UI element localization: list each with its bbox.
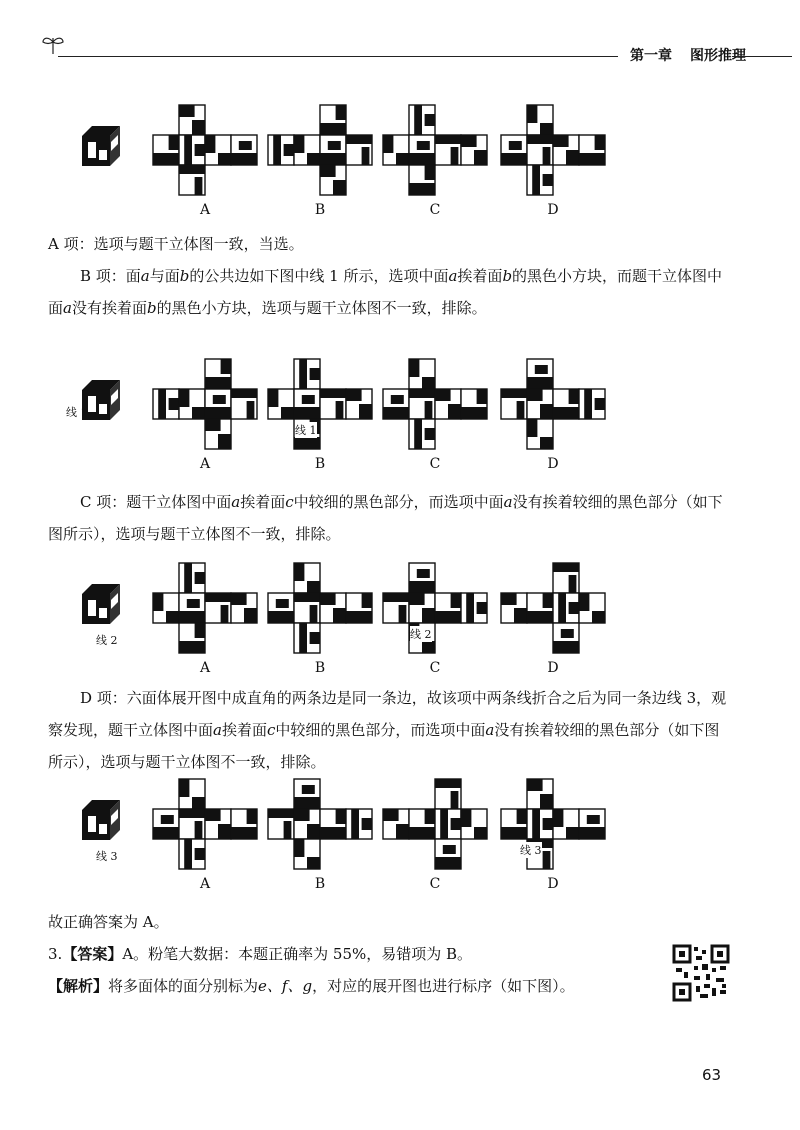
net-black-mark	[553, 135, 569, 147]
cube-white-mark	[88, 142, 96, 158]
net-black-mark	[205, 377, 231, 389]
cube-line-label: 线 3	[96, 850, 118, 863]
net-black-mark	[501, 827, 527, 839]
d-text-1: D 项：六面体展开图中成直角的两条边是同一条边，故该项中两条线折合之后为同一条边线 3，观察发现，题干立体图中面	[48, 689, 727, 739]
net-black-mark	[425, 428, 435, 440]
analysis-text-1: 将多面体的面分别标为	[108, 977, 259, 995]
net-figure	[380, 776, 490, 872]
net-black-mark	[205, 419, 221, 431]
b-text-3: 的公共边如下图中线 1 所示，选项中面	[189, 267, 449, 285]
net-black-mark	[153, 593, 163, 611]
net-black-mark	[435, 857, 461, 869]
net-black-mark	[383, 407, 409, 419]
face-a: a	[503, 493, 513, 511]
net-black-mark	[205, 593, 231, 602]
net-black-mark	[461, 809, 471, 827]
net-black-mark	[451, 147, 459, 165]
net-black-mark	[284, 144, 294, 156]
net-black-mark	[451, 818, 461, 830]
net-black-mark	[579, 593, 589, 611]
d-text-4: 没有挨着较细的黑色部分（如下图所示），选项与题干立体图不一致，排除。	[48, 721, 720, 771]
net-figure	[380, 560, 490, 656]
net-black-mark	[179, 641, 205, 653]
net-figure	[150, 560, 260, 656]
net-black-mark	[414, 419, 422, 449]
b-text-5: 的黑色小方块，而题干立体图中面	[48, 267, 723, 317]
leaf-icon	[40, 32, 66, 58]
net-black-mark	[284, 821, 292, 839]
net-black-mark	[540, 437, 553, 449]
d-text-3: 中较细的黑色部分，而选项中面	[275, 721, 486, 739]
net-black-mark	[218, 153, 231, 165]
net-black-mark	[396, 153, 409, 165]
net-black-mark	[359, 404, 372, 419]
net-black-mark	[153, 153, 179, 165]
net-black-mark	[592, 611, 605, 623]
net-figure	[380, 356, 490, 452]
net-black-mark	[409, 153, 435, 165]
chapter-number: 第一章	[630, 48, 672, 64]
header-rule-left	[58, 56, 618, 57]
net-black-mark	[566, 150, 579, 165]
net-black-mark	[396, 824, 409, 839]
cube-figure	[80, 124, 122, 168]
face-a: a	[231, 493, 241, 511]
conclusion-text: 故正确答案为 A。	[48, 913, 169, 931]
net-black-mark	[569, 575, 577, 593]
net-black-mark	[336, 809, 346, 824]
analysis-tag: 【解析】	[48, 977, 109, 995]
net-black-mark	[561, 629, 574, 638]
net-black-mark	[558, 593, 566, 623]
paragraph-analysis	[48, 970, 648, 1002]
net-black-mark	[247, 809, 257, 824]
net-black-mark	[569, 389, 579, 404]
net-black-mark	[153, 827, 179, 839]
option-letter[interactable]: A	[199, 202, 211, 218]
net-black-mark	[527, 779, 543, 791]
paragraph-c-item	[48, 486, 728, 550]
net-figure	[498, 356, 608, 452]
net-black-mark	[509, 141, 522, 150]
net-black-mark	[584, 389, 592, 419]
net-black-mark	[294, 407, 320, 419]
net-black-mark	[474, 827, 487, 839]
net-black-mark	[310, 632, 320, 644]
net-black-mark	[336, 105, 346, 120]
answer-tag: 【答案】	[62, 945, 123, 963]
net-black-mark	[205, 407, 231, 419]
net-black-mark	[320, 827, 346, 839]
net-black-mark	[553, 563, 579, 572]
net-black-mark	[417, 141, 430, 150]
net-black-mark	[527, 105, 537, 123]
net-black-mark	[213, 395, 226, 404]
net-black-mark	[527, 611, 553, 623]
net-black-mark	[247, 401, 255, 419]
net-black-mark	[527, 135, 553, 144]
net-black-mark	[169, 398, 179, 410]
figure-row-3	[80, 560, 620, 680]
net-figure	[265, 102, 375, 198]
net-black-mark	[169, 135, 179, 150]
net-black-mark	[383, 135, 393, 153]
net-black-mark	[307, 824, 320, 839]
net-black-mark	[333, 180, 346, 195]
net-black-mark	[192, 407, 205, 419]
net-black-mark	[268, 809, 294, 818]
net-black-mark	[543, 593, 553, 608]
net-black-mark	[477, 389, 487, 404]
net-black-mark	[320, 123, 346, 135]
net-black-mark	[409, 183, 435, 195]
net-black-mark	[461, 407, 487, 419]
net-black-mark	[184, 135, 192, 165]
net-black-mark	[435, 389, 451, 401]
net-black-mark	[466, 593, 474, 623]
net-black-mark	[595, 398, 605, 410]
net-black-mark	[540, 794, 553, 809]
net-black-mark	[221, 605, 229, 623]
net-black-mark	[527, 377, 553, 389]
faces-efg: e、f、g	[258, 977, 313, 995]
net-black-mark	[184, 839, 192, 869]
cube-white-mark	[99, 150, 107, 160]
b-text-1: B 项：面	[80, 267, 141, 285]
net-black-mark	[527, 419, 537, 437]
net-black-mark	[205, 809, 221, 821]
a-item-text: A 项：选项与题干立体图一致，当选。	[48, 235, 304, 253]
analysis-text-2: ，对应的展开图也进行标序（如下图）。	[312, 977, 575, 995]
b-text-7: 的黑色小方块，选项与题干立体图不一致，排除。	[156, 299, 487, 317]
option-letter[interactable]: C	[429, 202, 441, 218]
net-black-mark	[553, 641, 579, 653]
option-letter[interactable]: D	[547, 202, 559, 218]
net-black-mark	[517, 809, 527, 824]
net-black-mark	[161, 815, 174, 824]
net-figure	[150, 776, 260, 872]
net-figure	[380, 102, 490, 198]
net-black-mark	[205, 135, 215, 153]
net-black-mark	[333, 608, 346, 623]
option-letter[interactable]: D	[547, 456, 559, 472]
net-black-mark	[231, 389, 257, 398]
face-a: a	[63, 299, 72, 317]
net-black-mark	[422, 608, 435, 623]
cube-white-mark	[88, 600, 96, 616]
option-letter[interactable]: C	[429, 876, 441, 892]
cube-white-mark	[99, 608, 107, 618]
net-black-mark	[543, 174, 553, 186]
page-header	[40, 32, 760, 72]
net-black-mark	[239, 141, 252, 150]
figure-row-1	[80, 102, 620, 222]
net-black-mark	[179, 389, 189, 407]
net-black-mark	[501, 593, 517, 605]
q3-number: 3.	[48, 945, 63, 963]
net-black-mark	[268, 389, 278, 407]
option-letter[interactable]: C	[429, 660, 441, 676]
net-black-mark	[440, 809, 448, 839]
d-text-2: 挨着面	[221, 721, 267, 739]
figure-row-2	[66, 356, 620, 476]
option-letter[interactable]: A	[199, 876, 211, 892]
net-figure	[498, 102, 608, 198]
face-a: a	[485, 721, 495, 739]
net-figure	[265, 560, 375, 656]
net-black-mark	[422, 377, 435, 389]
net-black-mark	[218, 824, 231, 839]
net-black-mark	[540, 123, 553, 135]
paragraph-conclusion	[48, 906, 728, 938]
net-black-mark	[307, 857, 320, 869]
net-black-mark	[158, 389, 166, 419]
net-black-mark	[422, 641, 435, 653]
net-black-mark	[166, 611, 179, 623]
face-c: c	[285, 493, 294, 511]
face-b: b	[179, 267, 190, 285]
net-black-mark	[320, 165, 336, 177]
option-letter[interactable]: D	[547, 876, 559, 892]
net-black-mark	[231, 593, 247, 605]
chapter-name: 图形推理	[690, 48, 746, 64]
net-black-mark	[192, 797, 205, 809]
option-letter[interactable]: B	[314, 876, 326, 892]
option-letter[interactable]: A	[199, 456, 211, 472]
net-black-mark	[569, 602, 579, 614]
option-letter[interactable]: C	[429, 456, 441, 472]
b-text-6: 没有挨着面	[71, 299, 147, 317]
cube-line-label: 线 2	[96, 634, 118, 647]
net-black-mark	[307, 581, 320, 593]
net-black-mark	[553, 809, 563, 827]
net-black-mark	[218, 434, 231, 449]
net-black-mark	[328, 141, 341, 150]
net-black-mark	[532, 809, 540, 839]
net-black-mark	[543, 147, 551, 165]
cube-white-mark	[99, 824, 107, 834]
net-black-mark	[414, 105, 422, 135]
cube-figure	[80, 798, 122, 842]
net-black-mark	[579, 827, 605, 839]
cube-white-mark	[88, 396, 96, 412]
net-black-mark	[417, 569, 430, 578]
cube-figure	[80, 582, 122, 626]
net-black-mark	[540, 404, 553, 419]
figure-row-4	[80, 776, 620, 896]
net-figure	[498, 560, 608, 656]
net-black-mark	[391, 395, 404, 404]
net-black-mark	[409, 389, 435, 398]
net-black-mark	[179, 779, 189, 797]
net-black-mark	[179, 165, 205, 174]
net-black-mark	[553, 407, 579, 419]
net-black-mark	[425, 114, 435, 126]
net-black-mark	[346, 389, 362, 401]
header-rule-right	[732, 56, 792, 57]
net-black-mark	[294, 797, 320, 809]
net-black-mark	[346, 611, 372, 623]
net-black-mark	[448, 404, 461, 419]
net-black-mark	[435, 611, 461, 623]
option-letter[interactable]: B	[314, 202, 326, 218]
net-black-mark	[294, 563, 304, 581]
option-letter[interactable]: A	[199, 660, 211, 676]
net-black-mark	[409, 827, 435, 839]
net-black-mark	[195, 144, 205, 156]
net-black-mark	[543, 818, 553, 830]
net-black-mark	[336, 401, 344, 419]
c-text-2: 挨着面	[240, 493, 286, 511]
net-black-mark	[451, 593, 461, 608]
net-black-mark	[294, 839, 304, 857]
net-black-mark	[195, 623, 205, 638]
c-text-3: 中较细的黑色部分，而选项中面	[293, 493, 504, 511]
net-black-mark	[268, 611, 294, 623]
net-black-mark	[231, 827, 257, 839]
net-black-mark	[514, 608, 527, 623]
paragraph-b-item	[48, 260, 728, 324]
net-black-mark	[302, 395, 315, 404]
option-letter[interactable]: B	[314, 456, 326, 472]
c-text-4: 没有挨着较细的黑色部分（如下图所示），选项与题干立体图不一致，排除。	[48, 493, 723, 543]
net-black-mark	[294, 809, 310, 821]
net-black-mark	[244, 608, 257, 623]
net-black-mark	[409, 593, 425, 605]
net-black-mark	[362, 147, 370, 165]
net-black-mark	[517, 401, 525, 419]
net-black-mark	[179, 809, 205, 818]
net-black-mark	[425, 401, 433, 419]
net-black-mark	[294, 593, 320, 602]
net-black-mark	[310, 368, 320, 380]
net-black-mark	[276, 599, 289, 608]
net-black-mark	[409, 359, 419, 377]
net-black-mark	[399, 605, 407, 623]
net-black-mark	[461, 135, 477, 147]
net-black-mark	[532, 165, 540, 195]
net-black-mark	[451, 791, 459, 809]
face-a: a	[140, 267, 150, 285]
face-b: b	[146, 299, 157, 317]
option-letter[interactable]: B	[314, 660, 326, 676]
option-line-label: 线 3	[520, 844, 542, 857]
cube-white-mark	[99, 404, 107, 414]
net-black-mark	[192, 120, 205, 135]
qr-code-icon[interactable]	[672, 944, 730, 1002]
net-black-mark	[383, 809, 399, 821]
net-black-mark	[474, 150, 487, 165]
net-black-mark	[299, 623, 307, 653]
face-a: a	[448, 267, 458, 285]
chapter-title	[630, 45, 764, 65]
paragraph-d-item	[48, 682, 728, 778]
net-black-mark	[595, 135, 605, 150]
c-text-1: C 项：题干立体图中面	[80, 493, 232, 511]
net-black-mark	[320, 153, 346, 165]
page-number: 63	[702, 1066, 722, 1084]
net-black-mark	[362, 593, 372, 608]
net-black-mark	[320, 389, 346, 398]
net-black-mark	[195, 572, 205, 584]
option-line-label: 线 1	[295, 424, 317, 437]
net-black-mark	[501, 153, 527, 165]
net-black-mark	[231, 153, 257, 165]
paragraph-answer	[48, 938, 648, 970]
face-a: a	[213, 721, 222, 739]
net-black-mark	[566, 827, 579, 839]
net-black-mark	[351, 809, 359, 839]
net-black-mark	[195, 821, 203, 839]
paragraph-a-item	[48, 228, 728, 260]
cube-line-label: 线 1	[66, 406, 88, 419]
b-text-4: 挨着面	[457, 267, 503, 285]
cube-white-mark	[88, 816, 96, 832]
net-black-mark	[179, 611, 205, 623]
net-black-mark	[409, 581, 435, 593]
b-text-2: 与面	[149, 267, 180, 285]
net-figure	[265, 776, 375, 872]
net-figure	[265, 356, 375, 452]
net-black-mark	[299, 359, 307, 389]
net-black-mark	[302, 785, 315, 794]
net-black-mark	[346, 135, 372, 144]
net-black-mark	[501, 389, 527, 398]
net-black-mark	[435, 135, 461, 144]
net-black-mark	[184, 563, 192, 593]
net-black-mark	[362, 818, 372, 830]
net-black-mark	[273, 135, 281, 165]
net-black-mark	[307, 153, 320, 165]
net-black-mark	[425, 165, 435, 180]
net-figure	[150, 102, 260, 198]
net-black-mark	[294, 135, 304, 153]
net-black-mark	[425, 809, 435, 824]
net-black-mark	[443, 845, 456, 854]
net-black-mark	[527, 389, 543, 401]
net-black-mark	[179, 105, 195, 117]
net-black-mark	[310, 605, 318, 623]
net-black-mark	[320, 593, 336, 605]
option-line-label: 线 2	[410, 628, 432, 641]
answer-text: A。粉笔大数据：本题正确率为 55%，易错项为 B。	[122, 945, 473, 963]
net-black-mark	[477, 602, 487, 614]
net-black-mark	[195, 177, 203, 195]
net-black-mark	[294, 437, 320, 449]
net-black-mark	[383, 593, 409, 602]
net-black-mark	[543, 851, 551, 869]
net-black-mark	[587, 815, 600, 824]
net-black-mark	[195, 848, 205, 860]
net-figure	[150, 356, 260, 452]
net-black-mark	[579, 153, 605, 165]
net-black-mark	[221, 359, 231, 374]
net-figure	[498, 776, 608, 872]
option-letter[interactable]: D	[547, 660, 559, 676]
net-black-mark	[435, 779, 461, 788]
net-black-mark	[187, 599, 200, 608]
net-black-mark	[535, 365, 548, 374]
face-c: c	[266, 721, 276, 739]
face-b: b	[502, 267, 513, 285]
net-black-mark	[281, 407, 294, 419]
